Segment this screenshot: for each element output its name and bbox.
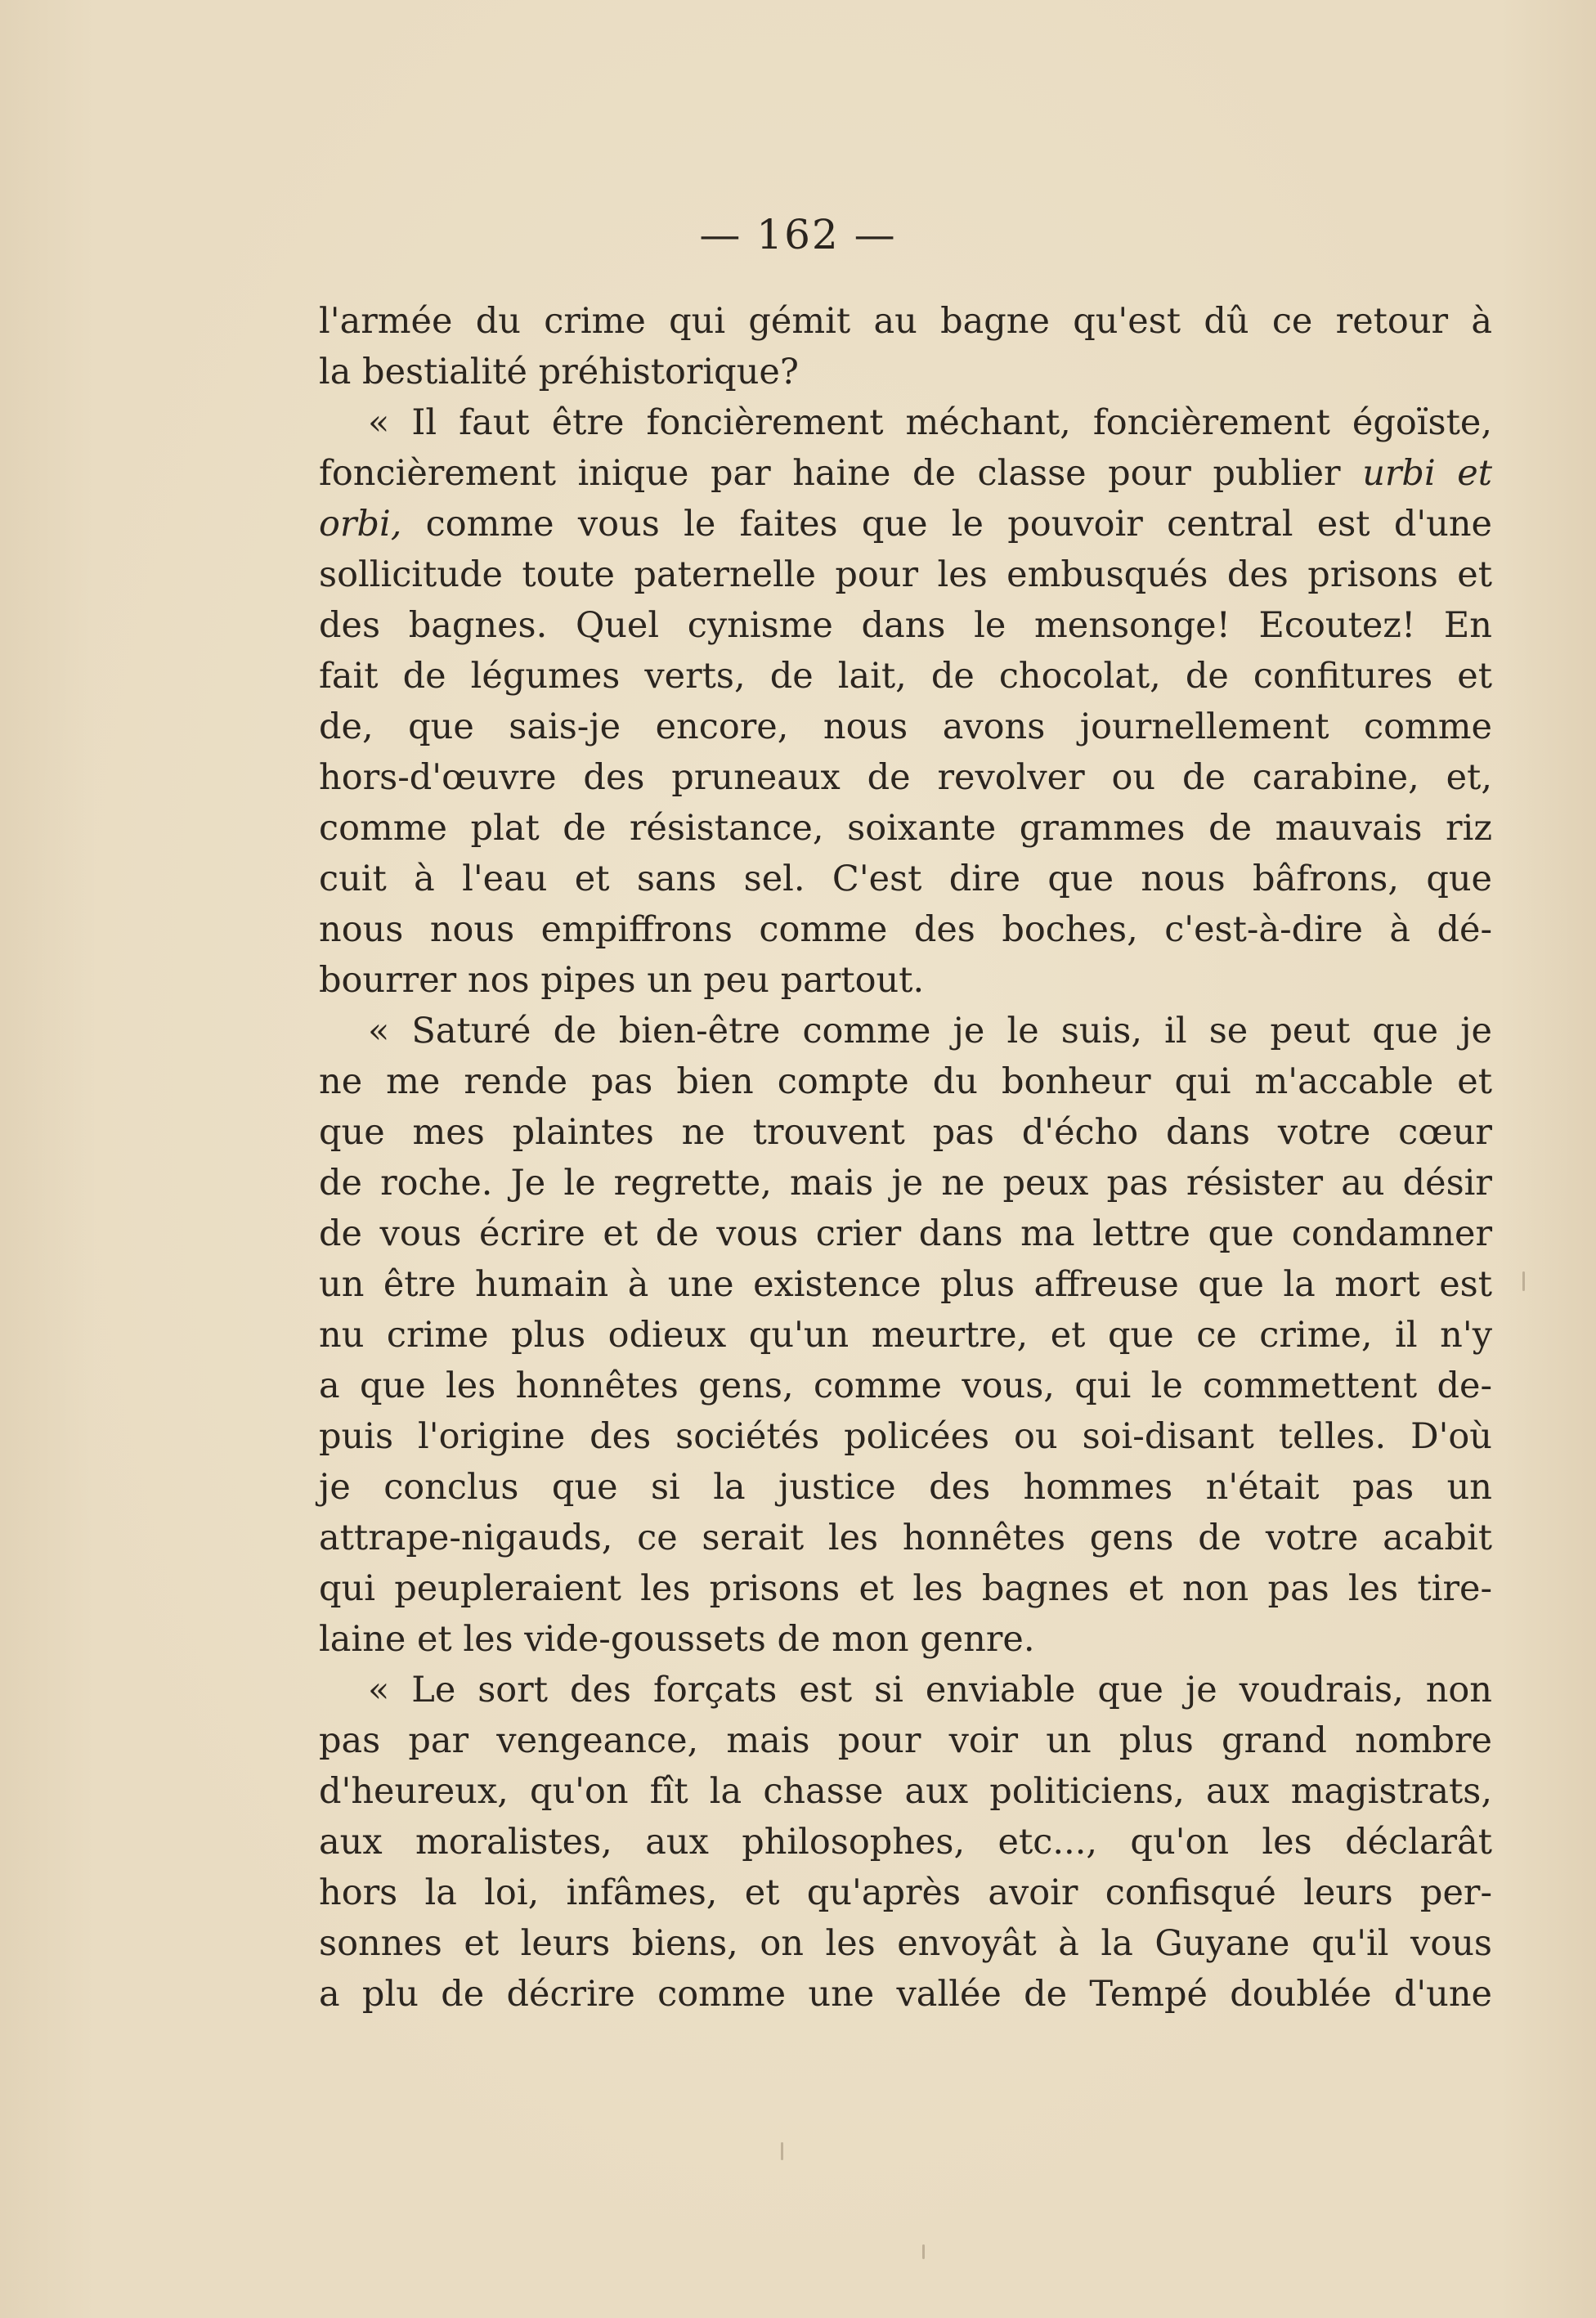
text-line: sonnes et leurs biens, on les envoyât à la Guyane qu'il vous bbox=[319, 1923, 1492, 1964]
text-line: de roche. Je le regrette, mais je ne peux pas résister au désir bbox=[319, 1163, 1492, 1204]
text-line: hors-d'œuvre des pruneaux de revolver ou de carabine, et, bbox=[319, 757, 1492, 798]
page-number: — 162 — bbox=[699, 211, 897, 258]
text-line: puis l'origine des sociétés policées ou soi-disant telles. D'où bbox=[319, 1416, 1492, 1457]
text-line: aux moralistes, aux philosophes, etc..., qu'on les déclarât bbox=[319, 1822, 1492, 1863]
text-line-roman: comme vous le faites que le pouvoir central est d'une bbox=[425, 504, 1493, 545]
text-line: bourrer nos pipes un peu partout. bbox=[319, 960, 925, 1001]
text-line-italic: orbi, bbox=[319, 504, 402, 545]
text-line bbox=[319, 448, 1492, 499]
text-line: laine et les vide-goussets de mon genre. bbox=[319, 1619, 1035, 1660]
text-line: a que les honnêtes gens, comme vous, qui le commettent de- bbox=[319, 1365, 1492, 1406]
text-line: un être humain à une existence plus affreuse que la mort est bbox=[319, 1264, 1492, 1305]
paper-speck bbox=[1522, 1271, 1525, 1291]
text-line: nu crime plus odieux qu'un meurtre, et que ce crime, il n'y bbox=[319, 1315, 1492, 1356]
text-line: des bagnes. Quel cynisme dans le mensonge! Ecoutez! En bbox=[319, 605, 1492, 646]
paper-speck bbox=[781, 2142, 783, 2160]
text-line: je conclus que si la justice des hommes n'était pas un bbox=[319, 1467, 1492, 1508]
text-line: comme plat de résistance, soixante grammes de mauvais riz bbox=[319, 808, 1492, 849]
text-line: de vous écrire et de vous crier dans ma lettre que condamner bbox=[319, 1213, 1492, 1254]
text-line: sollicitude toute paternelle pour les embusqués des prisons et bbox=[319, 554, 1492, 595]
text-line: fait de légumes verts, de lait, de chocolat, de confitures et bbox=[319, 656, 1492, 697]
text-line: « Le sort des forçats est si enviable que je voudrais, non bbox=[368, 1670, 1492, 1710]
text-line: « Saturé de bien-être comme je le suis, il se peut que je bbox=[368, 1011, 1492, 1051]
text-line: cuit à l'eau et sans sel. C'est dire que nous bâfrons, que bbox=[319, 859, 1492, 899]
text-line: la bestialité préhistorique? bbox=[319, 352, 799, 392]
text-line: pas par vengeance, mais pour voir un plus grand nombre bbox=[319, 1720, 1492, 1761]
text-line: a plu de décrire comme une vallée de Tempé doublée d'une bbox=[319, 1974, 1492, 2015]
text-line: l'armée du crime qui gémit au bagne qu'est dû ce retour à bbox=[319, 301, 1492, 342]
text-line: attrape-nigauds, ce serait les honnêtes gens de votre acabit bbox=[319, 1518, 1492, 1558]
text-line: que mes plaintes ne trouvent pas d'écho dans votre cœur bbox=[319, 1112, 1492, 1153]
body-text bbox=[319, 296, 1492, 2020]
text-line: hors la loi, infâmes, et qu'après avoir confisqué leurs per- bbox=[319, 1872, 1492, 1913]
text-line-roman: foncièrement inique par haine de classe pour publier bbox=[319, 453, 1341, 494]
text-line: « Il faut être foncièrement méchant, foncièrement égoïste, bbox=[368, 402, 1492, 443]
text-line: de, que sais-je encore, nous avons journellement comme bbox=[319, 706, 1492, 747]
text-line bbox=[319, 499, 1492, 549]
text-line: nous nous empiffrons comme des boches, c'est-à-dire à dé- bbox=[319, 909, 1492, 950]
paper-speck bbox=[922, 2244, 925, 2259]
text-line-italic: urbi et bbox=[1362, 453, 1492, 494]
text-line: qui peupleraient les prisons et les bagnes et non pas les tire- bbox=[319, 1568, 1492, 1609]
text-line: d'heureux, qu'on fît la chasse aux politiciens, aux magistrats, bbox=[319, 1771, 1492, 1812]
text-line: ne me rende pas bien compte du bonheur qui m'accable et bbox=[319, 1061, 1492, 1102]
